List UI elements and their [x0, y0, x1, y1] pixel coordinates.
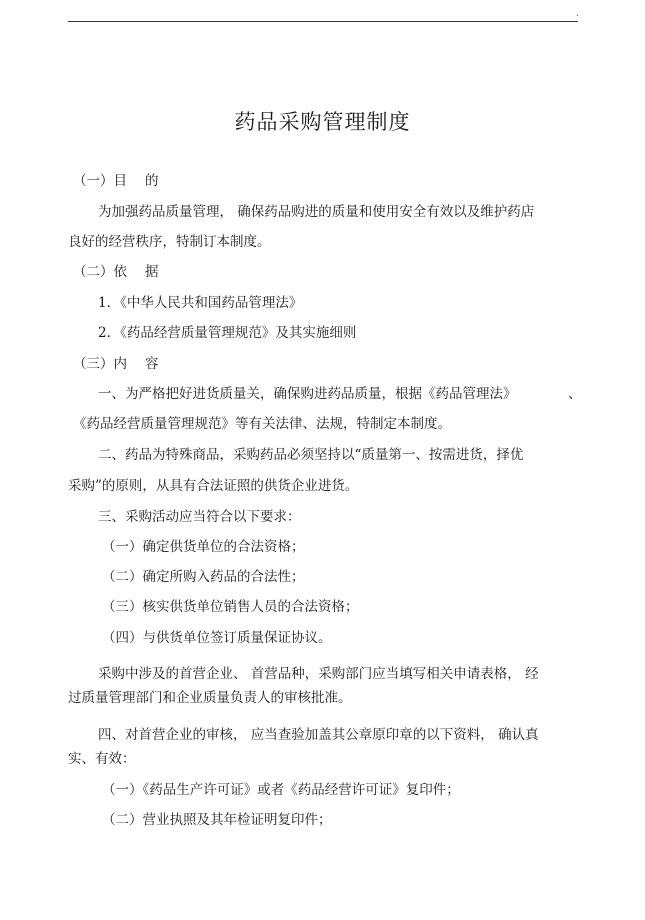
section-number: （二）依: [73, 264, 127, 280]
section-basis-heading: [73, 263, 159, 281]
first-supplier-line-2: 过质量管理部门和企业质量负责人的审核批准。: [68, 690, 352, 706]
requirement-item: （一）确定供货单位的合法资格；: [102, 539, 305, 555]
section-number: （一）目: [73, 173, 127, 189]
content-2-line-1: 二、药品为特殊商品，采购药品必须坚持以“质量第一、按需进货，择优: [98, 447, 524, 463]
document-item: （二）营业执照及其年检证明复印件；: [102, 812, 332, 828]
section-number: （三）内: [73, 356, 127, 372]
basis-text: 《中华人民共和国药品管理法》: [120, 295, 303, 311]
page-title: 药品采购管理制度: [234, 110, 411, 134]
section-purpose-heading: [73, 172, 159, 190]
content-1-line-1: 一、为严格把好进货质量关，确保购进药品质量，根据《药品管理法》: [98, 386, 517, 402]
purpose-line-1: 为加强药品质量管理， 确保药品购进的质量和使用安全有效以及维护药店: [98, 204, 535, 220]
basis-number: 1．: [98, 295, 121, 311]
basis-item-1: [98, 294, 302, 312]
section-content-heading: [73, 355, 159, 373]
section-word: 容: [145, 356, 159, 372]
document-item: （一）《药品生产许可证》或者《药品经营许可证》复印件；: [102, 782, 460, 798]
basis-number: 2．: [98, 325, 121, 341]
content-3-heading: 三、采购活动应当符合以下要求：: [98, 509, 301, 525]
content-1-line-2: 《药品经营质量管理规范》等有关法律、法规，特制定本制度。: [73, 416, 451, 432]
content-4-line-2: 实、有效：: [68, 751, 136, 767]
requirement-item: （二）确定所购入药品的合法性；: [102, 569, 305, 585]
requirement-item: （四）与供货单位签订质量保证协议。: [102, 630, 332, 646]
section-word: 据: [145, 264, 159, 280]
requirement-item: （三）核实供货单位销售人员的合法资格；: [102, 599, 359, 615]
section-word: 的: [145, 173, 159, 189]
first-supplier-line-1: 采购中涉及的首营企业、 首营品种，采购部门应当填写相关申请表格， 经: [98, 666, 539, 682]
content-1-line-1-end: 、: [568, 386, 582, 402]
basis-text: 《药品经营质量管理规范》及其实施细则: [120, 325, 357, 341]
content-4-line-1: 四、对首营企业的审核， 应当查验加盖其公章原印章的以下资料， 确认真: [98, 727, 539, 743]
purpose-line-2: 良好的经营秩序，特制订本制度。: [68, 234, 271, 250]
header-rule: [68, 21, 578, 22]
content-2-line-2: 采购”的原则，从具有合法证照的供货企业进货。: [68, 478, 359, 494]
header-mark: .: [576, 9, 579, 19]
basis-item-2: [98, 324, 356, 342]
